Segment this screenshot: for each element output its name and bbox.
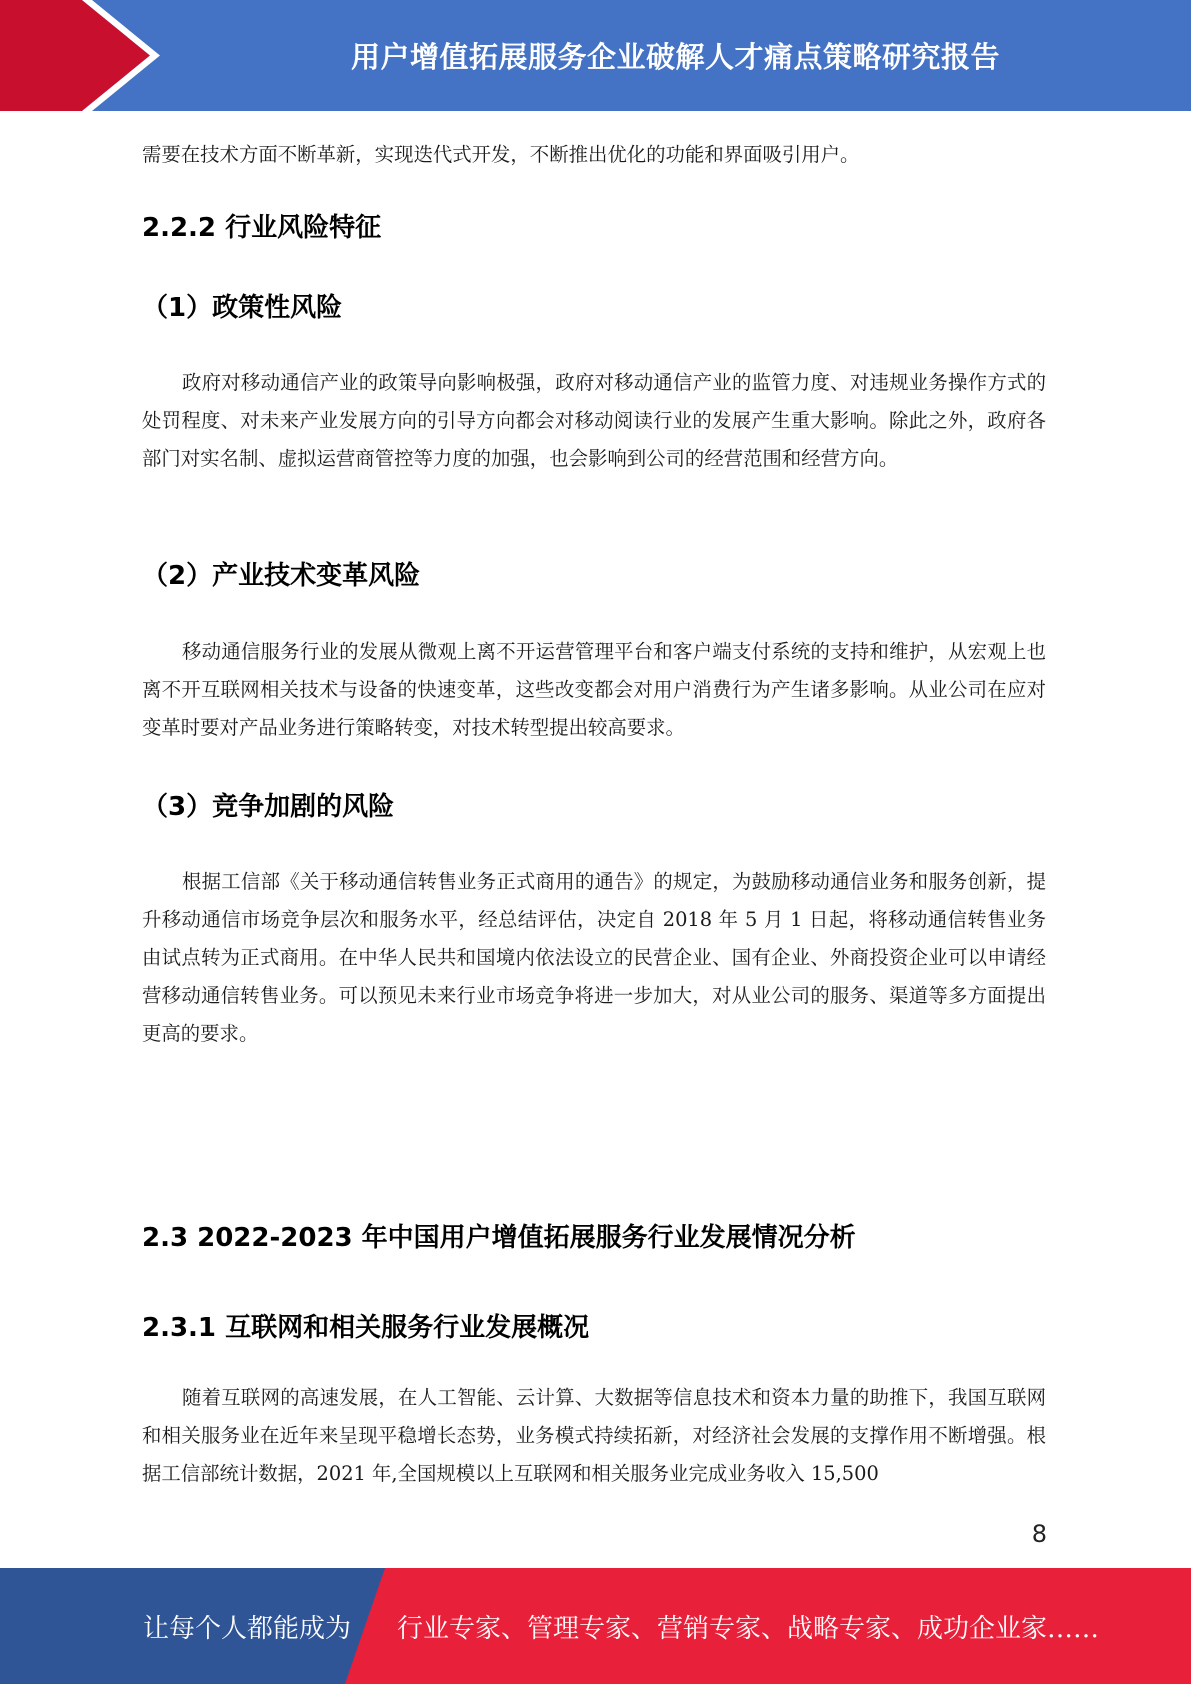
subheading-policy-risk: （1）政策性风险 xyxy=(142,293,343,323)
paragraph-competition-risk: 根据工信部《关于移动通信转售业务正式商用的通告》的规定，为鼓励移动通信业务和服务创新，提升移动通信市场竞争层次和服务水平，经总结评估，决定自 2018 年 5 月 1 日起，将移动通信转售业务由试点转为正式商用。在中华人民共和国境内依法设立的民营企业、国有企业、外商投资企业可以申请经营移动通信转售业务。可以预见未来行业市场竞争将进一步加大，对从业公司的服务、渠道等多方面提出更高的要求。 xyxy=(142,870,1046,1045)
section-heading-2-3: 2.3 2022-2023 年中国用户增值拓展服务行业发展情况分析 xyxy=(142,1223,856,1253)
subheading-competition-risk: （3）竞争加剧的风险 xyxy=(142,792,395,822)
paragraph-internet-overview: 随着互联网的高速发展，在人工智能、云计算、大数据等信息技术和资本力量的助推下，我国互联网和相关服务业在近年来呈现平稳增长态势，业务模式持续拓新，对经济社会发展的支撑作用不断增强。根据工信部统计数据，2021 年,全国规模以上互联网和相关服务业完成业务收入 15,500 xyxy=(142,1386,1046,1485)
page-number: 8 xyxy=(1031,1520,1047,1548)
footer-slogan-right: 行业专家、管理专家、营销专家、战略专家、成功企业家…… xyxy=(397,1613,1100,1644)
page-header xyxy=(0,0,1191,111)
subheading-tech-change-risk: （2）产业技术变革风险 xyxy=(142,561,421,591)
paragraph-policy-risk: 政府对移动通信产业的政策导向影响极强，政府对移动通信产业的监管力度、对违规业务操作方式的处罚程度、对未来产业发展方向的引导方向都会对移动阅读行业的发展产生重大影响。除此之外，政府各部门对实名制、虚拟运营商管控等力度的加强，也会影响到公司的经营范围和经营方向。 xyxy=(142,371,1046,470)
page-footer xyxy=(0,1568,1191,1684)
footer-slogan-left: 让每个人都能成为 xyxy=(143,1613,352,1644)
section-heading-2-2-2: 2.2.2 行业风险特征 xyxy=(142,213,382,243)
section-heading-2-3-1: 2.3.1 互联网和相关服务行业发展概况 xyxy=(142,1313,590,1343)
paragraph-intro: 需要在技术方面不断革新，实现迭代式开发，不断推出优化的功能和界面吸引用户。 xyxy=(142,143,860,166)
paragraph-tech-change-risk: 移动通信服务行业的发展从微观上离不开运营管理平台和客户端支付系统的支持和维护，从宏观上也离不开互联网相关技术与设备的快速变革，这些改变都会对用户消费行为产生诸多影响。从业公司在应对变革时要对产品业务进行策略转变，对技术转型提出较高要求。 xyxy=(142,640,1046,739)
report-title: 用户增值拓展服务企业破解人才痛点策略研究报告 xyxy=(350,40,1000,74)
